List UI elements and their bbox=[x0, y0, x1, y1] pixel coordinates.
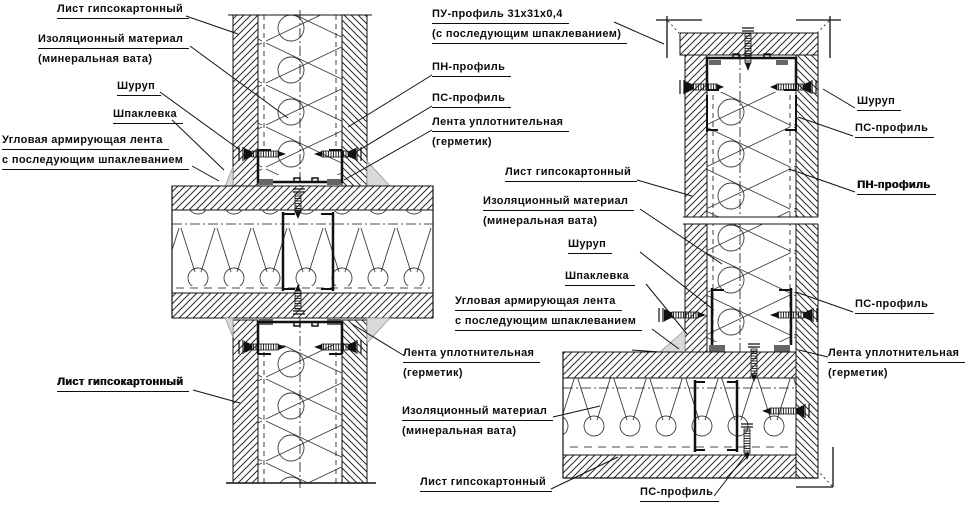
label-insulation-mid-2: (минеральная вата) bbox=[483, 215, 598, 227]
label-putty-left: Шпаклевка bbox=[113, 108, 183, 124]
label-gypsum-sheet-bottom: Лист гипсокартонный bbox=[420, 476, 552, 492]
label-gypsum-sheet-mid: Лист гипсокартонный bbox=[505, 166, 637, 182]
label-insulation-left-2: (минеральная вата) bbox=[38, 53, 153, 65]
label-ps-profile-mid: ПС-профиль bbox=[432, 92, 511, 108]
label-corner-tape-left-2: с последующим шпаклеванием bbox=[2, 154, 189, 170]
label-insulation-left: Изоляционный материал bbox=[38, 33, 189, 49]
label-insulation-mid: Изоляционный материал bbox=[483, 195, 634, 211]
label-screw-right: Шуруп bbox=[857, 95, 901, 111]
label-seal-tape-mid: Лента уплотнительная bbox=[432, 116, 569, 132]
label-pn-profile-right: ПН-профиль bbox=[857, 179, 936, 195]
label-corner-tape-left: Угловая армирующая лента bbox=[2, 134, 169, 150]
label-pu-profile: ПУ-профиль 31x31x0,4 bbox=[432, 8, 569, 24]
label-ps-profile-right-bottom: ПС-профиль bbox=[855, 298, 934, 314]
label-seal-tape-right-2: (герметик) bbox=[828, 367, 888, 379]
label-seal-tape-mid-2: (герметик) bbox=[432, 136, 492, 148]
label-seal-tape-right: Лента уплотнительная bbox=[828, 347, 965, 363]
label-insulation-bottom: Изоляционный материал bbox=[402, 405, 553, 421]
label-ps-profile-bottom: ПС-профиль bbox=[640, 486, 719, 502]
label-corner-tape-mid: Угловая армирующая лента bbox=[455, 295, 622, 311]
label-corner-tape-mid-2: с последующим шпаклеванием bbox=[455, 315, 642, 331]
label-pn-profile-mid: ПН-профиль bbox=[432, 61, 511, 77]
label-gypsum-sheet-bottom-left: Лист гипсокартонный bbox=[57, 376, 189, 392]
label-gypsum-sheet-top-left: Лист гипсокартонный bbox=[57, 3, 189, 19]
sealing-tape bbox=[709, 345, 790, 352]
label-ps-profile-right-top: ПС-профиль bbox=[855, 122, 934, 138]
wall-band bbox=[563, 352, 818, 478]
label-putty-mid: Шпаклевка bbox=[565, 270, 635, 286]
left-junction-view bbox=[172, 10, 433, 488]
label-seal-tape-bottom-left: Лента уплотнительная bbox=[403, 347, 540, 363]
label-screw-left: Шуруп bbox=[117, 80, 161, 96]
break-line bbox=[682, 217, 821, 224]
wall-band bbox=[172, 186, 433, 318]
label-pu-profile-2: (с последующим шпаклеванием) bbox=[432, 28, 627, 44]
label-insulation-bottom-2: (минеральная вата) bbox=[402, 425, 517, 437]
label-seal-tape-bottom-left-2: (герметик) bbox=[403, 367, 463, 379]
label-screw-mid: Шуруп bbox=[568, 238, 612, 254]
